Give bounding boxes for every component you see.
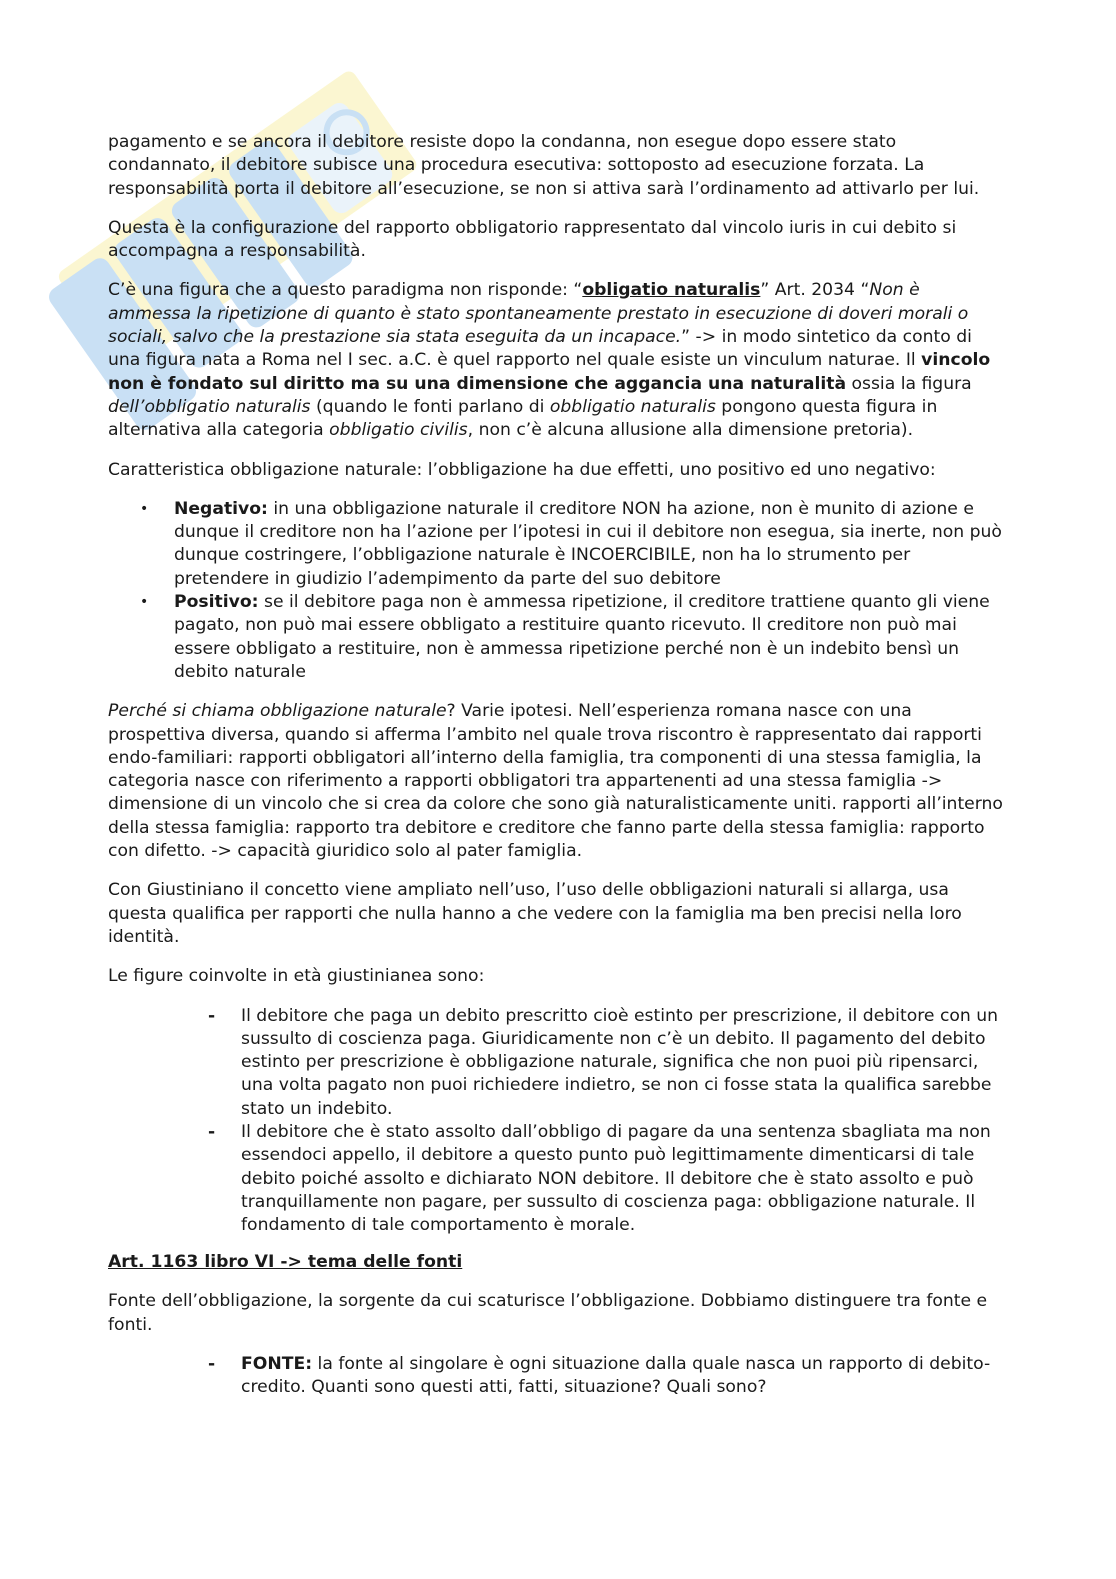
list-item: - FONTE: la fonte al singolare è ogni situazione dalla quale nasca un rapporto di debito-credito. Quanti sono questi atti, fatti, situazione? Quali sono? <box>208 1354 991 1398</box>
list-item: - Il debitore che è stato assolto dall’obbligo di pagare da una sentenza sbagliata ma non essendoci appello, il debitore a questo punto può legittimamente dimenticarsi di tale debito poiché assolto e dichiarato NON debitore. Il debitore che è stato assolto e può tranquillamente non pagare, per sussulto di coscienza paga: obbligazione naturale. Il fondamento di tale comportamento è morale. <box>208 1121 991 1236</box>
paragraph: Caratteristica obbligazione naturale: l’obbligazione ha due effetti, uno positivo ed uno negativo: <box>108 459 936 480</box>
paragraph: Perché si chiama obbligazione naturale? Varie ipotesi. Nell’esperienza romana nasce con una prospettiva diversa, quando si afferma l’ambito nel quale trova riscontro è rappresentato dai rapporti endo-familiari: rapporti obbligatori all’interno della famiglia, tra componenti di una stessa famiglia, la categoria nasce con riferimento a rapporti obbligatori tra appartenenti ad una stessa famiglia -> dimensione di un vincolo che si crea da colore che sono già naturalisticamente uniti. rapporti all’interno della stessa famiglia: rapporto tra debitore e creditore che fanno parte della stessa famiglia: rapporto con difetto. -> capacità giuridico solo al pater famiglia. <box>108 701 1003 862</box>
term-obligatio-naturalis: obligatio naturalis <box>582 280 761 301</box>
list-item: - Il debitore che paga un debito prescritto cioè estinto per prescrizione, il debitore con un sussulto di coscienza paga. Giuridicamente non c’è un debito. Il pagamento del debito estinto per prescrizione è obbligazione naturale, significa che non puoi più ripensarci, una volta pagato non puoi richiedere indietro, se non ci fosse stata la qualifica sarebbe stato un indebito. <box>208 1005 999 1119</box>
dash-marker: - <box>208 1005 216 1026</box>
dash-list <box>108 1005 1008 1238</box>
paragraph: pagamento e se ancora il debitore resiste dopo la condanna, non esegue dopo essere stato condannato, il debitore subisce una procedura esecutiva: sottoposto ad esecuzione forzata. La responsabilità porta il debitore all’esecuzione, se non si attiva sarà l’ordinamento ad attivarlo per lui. <box>108 132 980 199</box>
dash-list <box>108 1353 1008 1400</box>
dash-marker: - <box>208 1354 216 1375</box>
paragraph: Fonte dell’obbligazione, la sorgente da cui scaturisce l’obbligazione. Dobbiamo distinguere tra fonte e fonti. <box>108 1291 988 1335</box>
list-item: • Positivo: se il debitore paga non è ammessa ripetizione, il creditore trattiene quanto gli viene pagato, non può mai essere obbligato a restituire quanto ricevuto. Il creditore non può mai essere obbligato a restituire, non è ammessa ripetizione perché non è un indebito bensì un debito naturale <box>108 591 1008 684</box>
section-heading: Art. 1163 libro VI -> tema delle fonti <box>108 1252 463 1273</box>
paragraph: Le figure coinvolte in età giustinianea sono: <box>108 966 485 987</box>
document-page <box>108 131 1008 1414</box>
paragraph: Questa è la configurazione del rapporto obbligatorio rappresentato dal vincolo iuris in cui debito si accompagna a responsabilità. <box>108 217 957 262</box>
paragraph: C’è una figura che a questo paradigma non risponde: “obligatio naturalis” Art. 2034 “Non è ammessa la ripetizione di quanto è stato spontaneamente prestato in esecuzione di doveri morali o sociali, salvo che la prestazione sia stata eseguita da un incapace.” -> in modo sintetico da conto di una figura nata a Roma nel I sec. a.C. è quel rapporto nel quale esiste un vinculum naturae. Il vincolo non è fondato sul diritto ma su una dimensione che aggancia una naturalità ossia la figura dell’obbligatio naturalis (quando le fonti parlano di obbligatio naturalis pongono questa figura in alternativa alla categoria obbligatio civilis, non c’è alcuna allusione alla dimensione pretoria). <box>108 280 991 441</box>
list-item: • Negativo: in una obbligazione naturale il creditore NON ha azione, non è munito di azione e dunque il creditore non ha l’azione per l’ipotesi in cui il debitore non esegua, sia inerte, non può dunque costringere, l’obbligazione naturale è INCOERCIBILE, non ha lo strumento per pretendere in giudizio l’adempimento da parte del suo debitore <box>108 498 1008 591</box>
bullet-list <box>108 498 1008 684</box>
dash-marker: - <box>208 1121 216 1142</box>
paragraph: Con Giustiniano il concetto viene ampliato nell’uso, l’uso delle obbligazioni naturali si allarga, usa questa qualifica per rapporti che nulla hanno a che vedere con la famiglia ma ben precisi nella loro identità. <box>108 880 962 947</box>
